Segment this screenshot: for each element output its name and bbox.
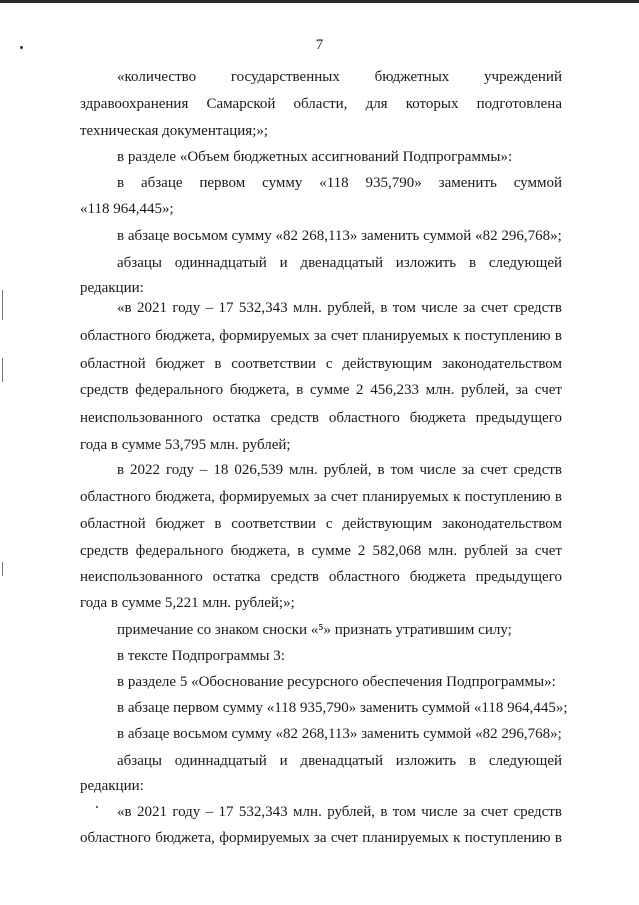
text-line: в абзаце первом сумму «118 935,790» заменить суммой «118 964,445»; [117, 700, 568, 716]
scan-edge-mark [2, 290, 3, 320]
text-line: абзацы одиннадцатый и двенадцатый изложить в следующей [117, 753, 562, 769]
text-line: в разделе 5 «Обоснование ресурсного обеспечения Подпрограммы»: [117, 674, 556, 690]
text-line: «в 2021 году – 17 532,343 млн. рублей, в том числе за счет средств [117, 804, 562, 820]
text-line: «количество государственных бюджетных учреждений [117, 69, 562, 85]
text-line: примечание со знаком сноски «⁵» признать утратившим силу; [117, 622, 512, 638]
text-line: в тексте Подпрограммы 3: [117, 648, 285, 664]
text-line: в абзаце восьмом сумму «82 268,113» заменить суммой «82 296,768»; [117, 726, 562, 742]
text-line: в абзаце восьмом сумму «82 268,113» заменить суммой «82 296,768»; [117, 228, 562, 244]
text-line: неиспользованного остатка средств областного бюджета предыдущего [80, 410, 562, 426]
text-line: редакции: [80, 280, 144, 296]
text-line: абзацы одиннадцатый и двенадцатый изложить в следующей [117, 255, 562, 271]
scan-edge-mark [2, 562, 3, 576]
text-line: средств федерального бюджета, в сумме 2 582,068 млн. рублей за счет [80, 543, 562, 559]
text-line: неиспользованного остатка средств областного бюджета предыдущего [80, 569, 562, 585]
text-line: областной бюджет в соответствии с действующим законодательством [80, 356, 562, 372]
text-line: техническая документация;»; [80, 123, 269, 139]
scan-top-border [0, 0, 639, 3]
text-line: в 2022 году – 18 026,539 млн. рублей, в том числе за счет средств [117, 462, 562, 478]
text-line: областной бюджет в соответствии с действующим законодательством [80, 516, 562, 532]
text-line: в разделе «Объем бюджетных ассигнований Подпрограммы»: [117, 149, 513, 165]
text-line: «118 964,445»; [80, 201, 174, 217]
text-line: «в 2021 году – 17 532,343 млн. рублей, в том числе за счет средств [117, 300, 562, 316]
text-line: областного бюджета, формируемых за счет планируемых к поступлению в [80, 328, 562, 344]
text-line: средств федерального бюджета, в сумме 2 456,233 млн. рублей, за счет [80, 382, 562, 398]
text-line: в абзаце первом сумму «118 935,790» заменить суммой [117, 175, 562, 191]
text-line: областного бюджета, формируемых за счет планируемых к поступлению в [80, 830, 562, 846]
scan-edge-mark [2, 358, 3, 382]
text-line: здравоохранения Самарской области, для которых подготовлена [80, 96, 562, 112]
text-line: года в сумме 5,221 млн. рублей;»; [80, 595, 295, 611]
text-line: областного бюджета, формируемых за счет планируемых к поступлению в [80, 489, 562, 505]
scan-speck [96, 806, 98, 808]
text-line: года в сумме 53,795 млн. рублей; [80, 437, 291, 453]
page-number: 7 [315, 37, 324, 53]
text-line: редакции: [80, 778, 144, 794]
